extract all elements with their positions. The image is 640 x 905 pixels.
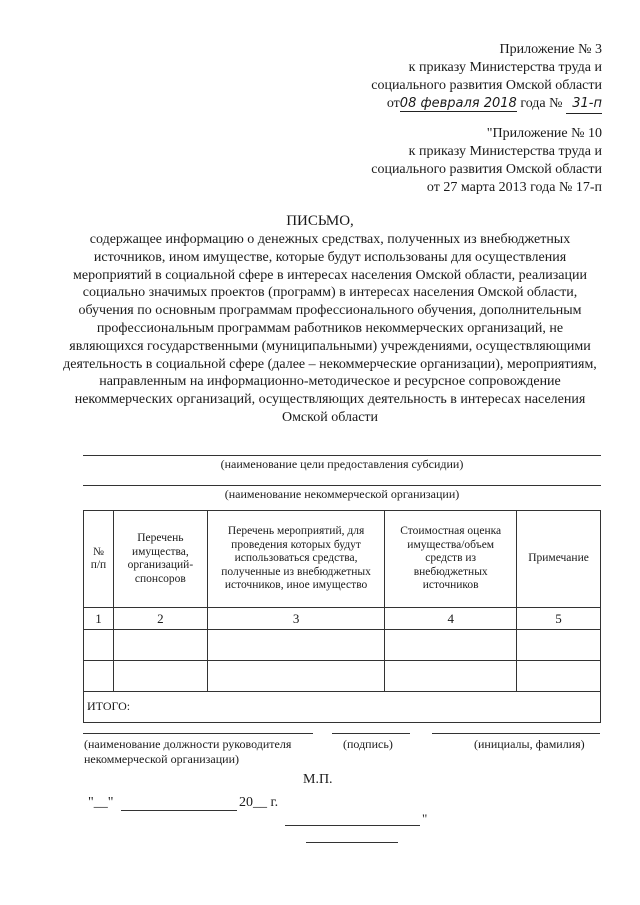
name-caption: (инициалы, фамилия): [474, 737, 585, 751]
col-number-5: 5: [517, 608, 601, 630]
sign-caption: (подпись): [343, 737, 393, 751]
table-total-row: [84, 692, 601, 723]
table-cell[interactable]: [207, 630, 385, 661]
col-number-4: 4: [385, 608, 517, 630]
col-number-1: 1: [84, 608, 114, 630]
header-activities: Перечень мероприятий, для проведения которых будут использоваться средства, полученные из внебюджетных источников, иное имущество: [207, 511, 385, 608]
position-line: [83, 733, 313, 734]
org-name-caption: (наименование некоммерческой организации): [224, 487, 460, 501]
appendix-original-line4: от 27 марта 2013 года № 17-п: [426, 180, 602, 195]
subsidy-purpose-caption: (наименование цели предоставления субсидии): [220, 457, 464, 471]
table-row: [84, 661, 601, 692]
header-valuation: Стоимостная оценка имущества/объем средств из внебюджетных источников: [385, 511, 517, 608]
appendix-original-header: [371, 125, 602, 197]
header-number: № п/п: [84, 511, 114, 608]
org-name-line: [83, 485, 601, 486]
table-cell[interactable]: [113, 661, 207, 692]
col-number-3: 3: [207, 608, 385, 630]
closing-line-2: [306, 842, 398, 843]
table-cell[interactable]: [84, 661, 114, 692]
letter-title: ПИСЬМО,: [286, 213, 354, 229]
letter-description: содержащее информацию о денежных средствах, полученных из внебюджетных источников, ином имуществе, которые будут использованы для осуществления мероприятий в социальной сфере в интересах населения Омской области, реализации социально значимых проектов (программ) в интересах населения Омской области, обучения по основным программам профессионального обучения, дополнительным профессиональным программам работников некоммерческих организаций, не являющихся государственными (муниципальными) учреждениями, осуществляющими деятельность в социальной сфере (далее – некоммерческие организации), мероприятиям, направленным на информационно-методическое и ресурсное сопровождение некоммерческих организаций, осуществляющих деятельность в интересах населения Омской области: [63, 232, 597, 425]
appendix-original-line3: социального развития Омской области: [371, 162, 602, 177]
stamp-placeholder: М.П.: [303, 772, 333, 787]
header-property: Перечень имущества, организаций-спонсоров: [113, 511, 207, 608]
subsidy-purpose-line: [83, 455, 601, 456]
table-cell[interactable]: [517, 630, 601, 661]
date-month-blank[interactable]: [121, 810, 237, 811]
date-field: [88, 795, 278, 811]
date-year: 20__ г.: [238, 795, 279, 810]
date-day: "__": [88, 795, 114, 810]
table-cell[interactable]: [385, 630, 517, 661]
total-label: ИТОГО:: [84, 692, 601, 723]
handwritten-date: 08 февраля 2018: [399, 96, 517, 111]
information-table: [83, 510, 601, 723]
table-header-row: [84, 511, 601, 608]
table-number-row: [84, 608, 601, 630]
appendix-current-date-line: [371, 95, 602, 114]
table-cell[interactable]: [207, 661, 385, 692]
table-cell[interactable]: [385, 661, 517, 692]
table-cell[interactable]: [84, 630, 114, 661]
col-number-2: 2: [113, 608, 207, 630]
date-prefix: от: [386, 96, 400, 111]
appendix-current-line3: социального развития Омской области: [371, 78, 602, 93]
signature-line: [332, 733, 410, 734]
year-label: года №: [520, 96, 563, 111]
header-note: Примечание: [517, 511, 601, 608]
appendix-current-line1: Приложение № 3: [499, 42, 602, 57]
handwritten-number: 31-п: [566, 95, 602, 114]
name-line: [432, 733, 600, 734]
appendix-original-line2: к приказу Министерства труда и: [408, 144, 602, 159]
closing-line-1: [285, 825, 420, 826]
table-cell[interactable]: [517, 661, 601, 692]
table-row: [84, 630, 601, 661]
appendix-current-header: [371, 41, 602, 114]
appendix-original-line1: "Приложение № 10: [486, 126, 602, 141]
table-cell[interactable]: [113, 630, 207, 661]
appendix-current-line2: к приказу Министерства труда и: [408, 60, 602, 75]
closing-quote: ": [422, 811, 428, 826]
position-caption: (наименование должности руководителя некоммерческой организации): [84, 737, 292, 766]
